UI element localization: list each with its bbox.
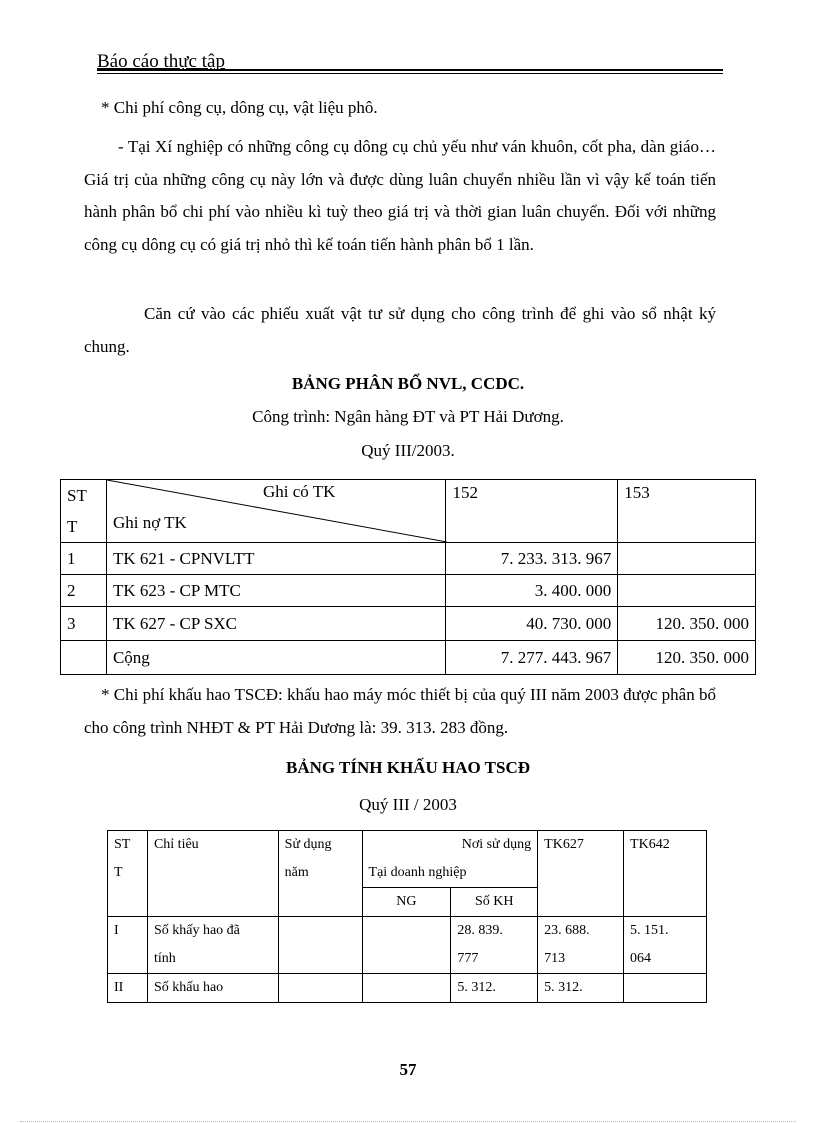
paragraph-tool-costs-heading: * Chi phí công cụ, dông cụ, vật liệu phô. (101, 98, 378, 117)
row-value-152: 40. 730. 000 (446, 607, 618, 641)
header-rule-thin (97, 73, 723, 74)
sudung-header-line2: năm (284, 865, 309, 880)
stt-header-line2: T (67, 517, 78, 536)
table1-subtitle: Công trình: Ngân hàng ĐT và PT Hải Dương. (252, 407, 564, 426)
stt-header-line1: ST (114, 837, 131, 852)
stt-header (108, 831, 148, 917)
tk627-header: TK627 (538, 831, 624, 917)
paragraph-material-vouchers: Căn cứ vào các phiếu xuất vật tư sử dụng cho công trình để ghi vào sổ nhật ký chung. (84, 304, 716, 356)
row-tk642-line1: 5. 151. (630, 923, 669, 938)
page-number: 57 (399, 1060, 417, 1079)
row-sokh-line1: 28. 839. (457, 923, 503, 938)
row-value-153: 120. 350. 000 (618, 607, 756, 641)
row-value-152: 7. 233. 313. 967 (446, 543, 618, 575)
paragraph-depreciation-note: * Chi phí khấu hao TSCĐ: khấu hao máy móc thiết bị của quý III năm 2003 được phân bổ cho công trình NHĐT & PT Hải Dương là: 39. 313. 283 đồng. (84, 685, 716, 737)
row-chitieu-line1: Số khấy hao đã (153, 923, 240, 938)
depreciation-table (107, 830, 707, 1003)
row-account: TK 621 - CPNVLTT (106, 543, 445, 575)
row-stt: I (108, 917, 148, 974)
diagonal-header-cell (106, 480, 445, 543)
row-stt: 2 (61, 575, 107, 607)
row-sokh (451, 917, 538, 974)
row-ng (362, 917, 451, 974)
allocation-table (60, 479, 756, 675)
table2-title: BẢNG TÍNH KHẤU HAO TSCĐ (285, 758, 531, 777)
sudung-header (278, 831, 362, 917)
row-chitieu-line2: tính (153, 951, 176, 966)
paragraph-tool-costs-detail: - Tại Xí nghiệp có những công cụ dông cụ chủ yếu như ván khuôn, cốt pha, dàn giáo…Giá trị của những công cụ này lớn và được dùng luân chuyển nhiều lần vì vậy kế toán tiến hành phân bổ chi phí vào nhiều kì tuỳ theo giá trị và thời gian luân chuyển. Đối với những công cụ dông cụ có giá trị nhỏ thì kế toán tiến hành phân bổ 1 lần. (84, 137, 716, 254)
row-ng (362, 974, 451, 1003)
row-chitieu: Số khấu hao (147, 974, 278, 1003)
chitieu-header: Chỉ tiêu (147, 831, 278, 917)
row-tk627-line2: 713 (544, 951, 566, 966)
total-value-152: 7. 277. 443. 967 (446, 641, 618, 675)
table2-period: Quý III / 2003 (359, 795, 457, 814)
sudung-header-line1: Sử dụng (284, 837, 332, 852)
row-sudung (278, 917, 362, 974)
row-tk627-line1: 23. 688. (544, 923, 590, 938)
tk642-header: TK642 (624, 831, 707, 917)
total-row (61, 641, 756, 675)
stt-header-line2: T (114, 865, 123, 880)
row-stt: 1 (61, 543, 107, 575)
table-row (61, 543, 756, 575)
row-tk642-line2: 064 (630, 951, 652, 966)
row-tk627 (538, 917, 624, 974)
total-value-153: 120. 350. 000 (618, 641, 756, 675)
table1-period: Quý III/2003. (361, 441, 455, 460)
total-stt (61, 641, 107, 675)
row-account: TK 623 - CP MTC (106, 575, 445, 607)
row-value-152: 3. 400. 000 (446, 575, 618, 607)
col-152-header: 152 (446, 480, 618, 543)
stt-header-line1: ST (67, 486, 87, 505)
total-label: Cộng (106, 641, 445, 675)
row-value-153 (618, 543, 756, 575)
tai-doanh-nghiep-header: Tại doanh nghiệp (362, 859, 538, 888)
table-row (61, 575, 756, 607)
noisudung-header: Nơi sử dụng (362, 831, 538, 860)
table-row (61, 607, 756, 641)
row-sokh: 5. 312. (451, 974, 538, 1003)
row-tk627: 5. 312. (538, 974, 624, 1003)
header-rule (97, 69, 723, 71)
row-tk642 (624, 974, 707, 1003)
row-sokh-line2: 777 (457, 951, 479, 966)
table-row (108, 974, 707, 1003)
report-header-title: Báo cáo thực tập (97, 51, 225, 72)
row-tk642 (624, 917, 707, 974)
row-stt: 3 (61, 607, 107, 641)
row-sudung (278, 974, 362, 1003)
row-value-153 (618, 575, 756, 607)
row-account: TK 627 - CP SXC (106, 607, 445, 641)
table-row (108, 917, 707, 974)
col-153-header: 153 (618, 480, 756, 543)
table1-title: BẢNG PHÂN BỔ NVL, CCDC. (291, 374, 525, 393)
row-stt: II (108, 974, 148, 1003)
debit-account-label: Ghi nợ TK (112, 513, 187, 532)
stt-header (61, 480, 107, 543)
ng-header: NG (362, 888, 451, 917)
footer-divider (20, 1121, 796, 1122)
row-chitieu (147, 917, 278, 974)
credit-account-label: Ghi có TK (262, 482, 336, 501)
sokh-header: Số KH (451, 888, 538, 917)
